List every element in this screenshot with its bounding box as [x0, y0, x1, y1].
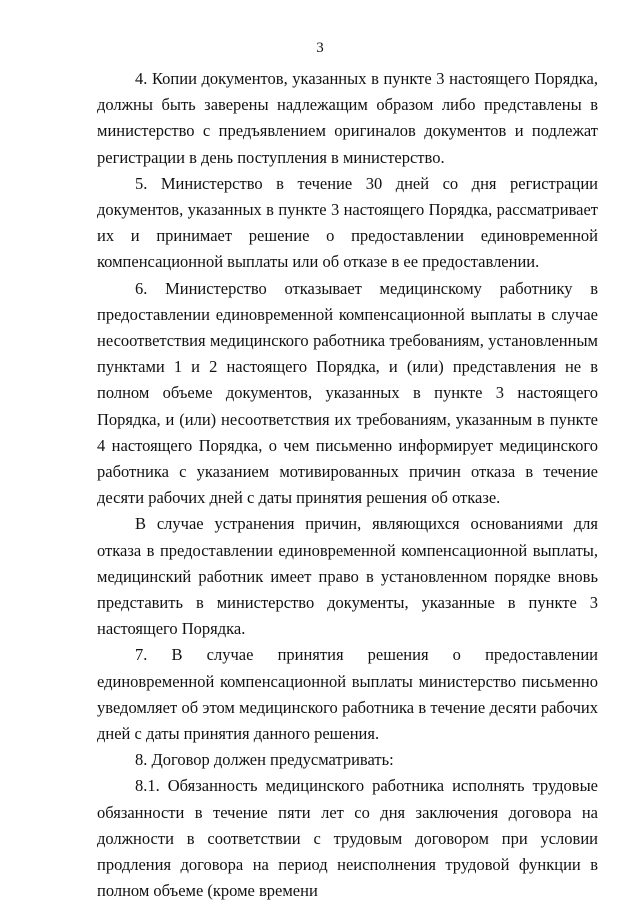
document-body	[97, 66, 598, 905]
paragraph-4: 4. Копии документов, указанных в пункте 3 настоящего Порядка, должны быть заверены надлежащим образом либо представлены в министерство с предъявлением оригиналов документов и подлежат регистрации в день поступления в министерство.	[97, 69, 598, 167]
paragraph-6-continuation: В случае устранения причин, являющихся основаниями для отказа в предоставлении единовременной компенсационной выплаты, медицинский работник имеет право в установленном порядке вновь представить в министерство документы, указанные в пункте 3 настоящего Порядка.	[97, 514, 598, 639]
paragraph-5: 5. Министерство в течение 30 дней со дня регистрации документов, указанных в пункте 3 настоящего Порядка, рассматривает их и принимает решение о предоставлении единовременной компенсационной выплаты или об отказе в ее предоставлении.	[97, 173, 598, 272]
paragraph-6: 6. Министерство отказывает медицинскому работнику в предоставлении единовременной компенсационной выплаты в случае несоответствия медицинского работника требованиям, установленным пунктами 1 и 2 настоящего Порядка, и (или) представления не в полном объеме документов, указанных в пункте 3 настоящего Порядка, и (или) несоответствия их требованиям, указанным в пункте 4 настоящего Порядка, о чем письменно информирует медицинского работника с указанием мотивированных причин отказа в течение десяти рабочих дней с даты принятия решения об отказе.	[97, 278, 598, 508]
paragraph-7: 7. В случае принятия решения о предоставлении единовременной компенсационной выплаты министерство письменно уведомляет об этом медицинского работника в течение десяти рабочих дней с даты принятия данного решения.	[97, 645, 598, 744]
page-number: 3	[316, 40, 324, 56]
paragraph-8: 8. Договор должен предусматривать:	[135, 750, 394, 770]
paragraph-8-1: 8.1. Обязанность медицинского работника исполнять трудовые обязанности в течение пяти лет со дня заключения договора на должности в соответствии с трудовым договором при условии продления договора на период неисполнения трудовой функции в полном объеме (кроме времени	[97, 776, 598, 901]
